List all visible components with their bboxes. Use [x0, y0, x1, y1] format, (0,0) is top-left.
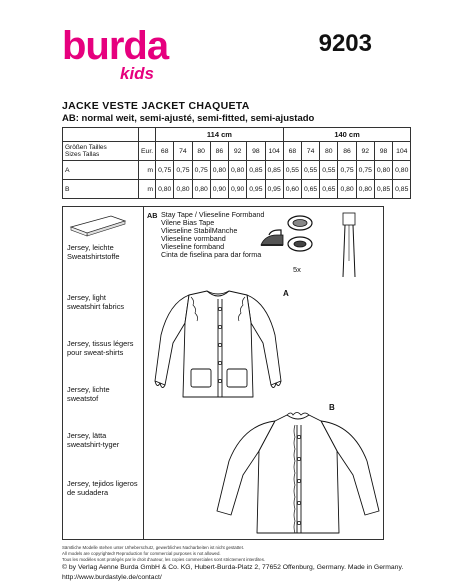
sizes-label: Größen Tailles Sizes Tallas	[63, 142, 139, 161]
yardage-cell: 0,80	[174, 180, 192, 199]
burda-kids-logo	[62, 24, 169, 83]
yardage-cell: 0,80	[210, 161, 228, 180]
table-row-b	[63, 180, 411, 199]
fit-subtitle: AB: normal weit, semi-ajusté, semi-fitted, semi-ajustado	[62, 113, 315, 124]
jacket-b-illustration	[213, 407, 383, 537]
notions-view-label: AB	[147, 211, 158, 220]
yardage-cell: 0,60	[283, 180, 301, 199]
yardage-cell: 0,55	[301, 161, 319, 180]
yardage-cell: 0,80	[356, 180, 374, 199]
row-label: A	[63, 161, 139, 180]
yardage-cell: 0,85	[393, 180, 411, 199]
iron-icon	[259, 229, 285, 249]
yardage-cell: 0,55	[283, 161, 301, 180]
contact-url[interactable]: http://www.burdastyle.de/contact/	[62, 574, 162, 581]
garment-title: JACKE VESTE JACKET CHAQUETA	[62, 100, 250, 112]
pattern-number: 9203	[318, 30, 372, 57]
yardage-cell: 0,75	[338, 161, 356, 180]
logo-burda-text: burda	[62, 24, 169, 68]
yardage-cell: 0,80	[338, 180, 356, 199]
yardage-cell: 0,90	[229, 180, 247, 199]
yardage-cell: 0,80	[374, 161, 392, 180]
size-cell: 86	[338, 142, 356, 161]
size-cell: 92	[356, 142, 374, 161]
view-b-label: B	[329, 403, 335, 412]
yardage-cell: 0,80	[229, 161, 247, 180]
yardage-cell: 0,80	[192, 180, 210, 199]
size-cell: 98	[247, 142, 265, 161]
yardage-cell: 0,80	[156, 180, 174, 199]
yardage-cell: 0,80	[393, 161, 411, 180]
row-label: B	[63, 180, 139, 199]
yardage-cell: 0,75	[174, 161, 192, 180]
size-cell: 74	[174, 142, 192, 161]
table-row-sizes	[63, 142, 411, 161]
fabric-sv: Jersey, lätta sweatshirt-tyger	[67, 431, 120, 449]
copyright-de: Sämtliche Modelle stehen unter Urheberschutz, gewerbliches Nacharbeiten ist nicht gestattet.	[62, 545, 245, 550]
copyright-fr: Tous les modèles sont protégés par le droit d'auteur, les copies commerciales sont strictement interdites.	[62, 557, 266, 562]
copyright-en: All models are copyrighted! Reproduction for commercial purposes is not allowed.	[62, 551, 221, 556]
size-cell: 98	[374, 142, 392, 161]
size-cell: 80	[192, 142, 210, 161]
row-unit: m	[139, 161, 156, 180]
logo-kids-text: kids	[120, 64, 155, 83]
jacket-a-illustration	[151, 285, 287, 409]
snap-tool-icon	[335, 211, 363, 279]
yardage-cell: 0,95	[265, 180, 283, 199]
yardage-cell: 0,75	[156, 161, 174, 180]
pattern-info-box	[62, 206, 384, 540]
yardage-cell: 0,75	[192, 161, 210, 180]
size-cell: 80	[320, 142, 338, 161]
yardage-cell: 0,95	[247, 180, 265, 199]
yardage-table	[62, 127, 411, 199]
yardage-cell: 0,65	[320, 180, 338, 199]
column-divider	[143, 207, 144, 539]
fabric-de: Jersey, leichte Sweatshirtstoffe	[67, 243, 120, 261]
table-header-widths	[63, 128, 411, 142]
yardage-cell: 0,85	[247, 161, 265, 180]
fabric-en: Jersey, light sweatshirt fabrics	[67, 293, 125, 311]
publisher-address: © by Verlag Aenne Burda GmbH & Co. KG, Hubert-Burda-Platz 2, 77652 Offenburg, Germany. Made in Germany.	[62, 564, 404, 571]
yardage-cell: 0,85	[374, 180, 392, 199]
table-row-a	[63, 161, 411, 180]
size-cell: 74	[301, 142, 319, 161]
size-cell: 68	[156, 142, 174, 161]
view-a-label: A	[283, 289, 289, 298]
fabric-fr: Jersey, tissus légers pour sweat-shirts	[67, 339, 134, 357]
width-114-header: 114 cm	[156, 128, 284, 142]
size-cell: 104	[265, 142, 283, 161]
size-cell: 104	[393, 142, 411, 161]
snap-fastener-icon	[285, 213, 315, 257]
size-cell: 86	[210, 142, 228, 161]
notions-list: Stay Tape / Vlieseline Formband Vilene Bias Tape Vlieseline StabilManche Vlieseline vormband Vlieseline formband Cinta de fiselina para dar forma	[161, 210, 265, 259]
row-unit: m	[139, 180, 156, 199]
width-140-header: 140 cm	[283, 128, 411, 142]
fabric-nl: Jersey, lichte sweatstof	[67, 385, 110, 403]
yardage-cell: 0,65	[301, 180, 319, 199]
fabric-swatch-icon	[67, 213, 137, 237]
yardage-cell: 0,75	[356, 161, 374, 180]
yardage-cell: 0,90	[210, 180, 228, 199]
size-cell: 92	[229, 142, 247, 161]
fabric-es: Jersey, tejidos ligeros de sudadera	[67, 479, 138, 497]
yardage-cell: 0,55	[320, 161, 338, 180]
yardage-cell: 0,85	[265, 161, 283, 180]
unit-header: Eur.	[139, 142, 156, 161]
size-cell: 68	[283, 142, 301, 161]
snap-count: 5x	[293, 265, 301, 274]
